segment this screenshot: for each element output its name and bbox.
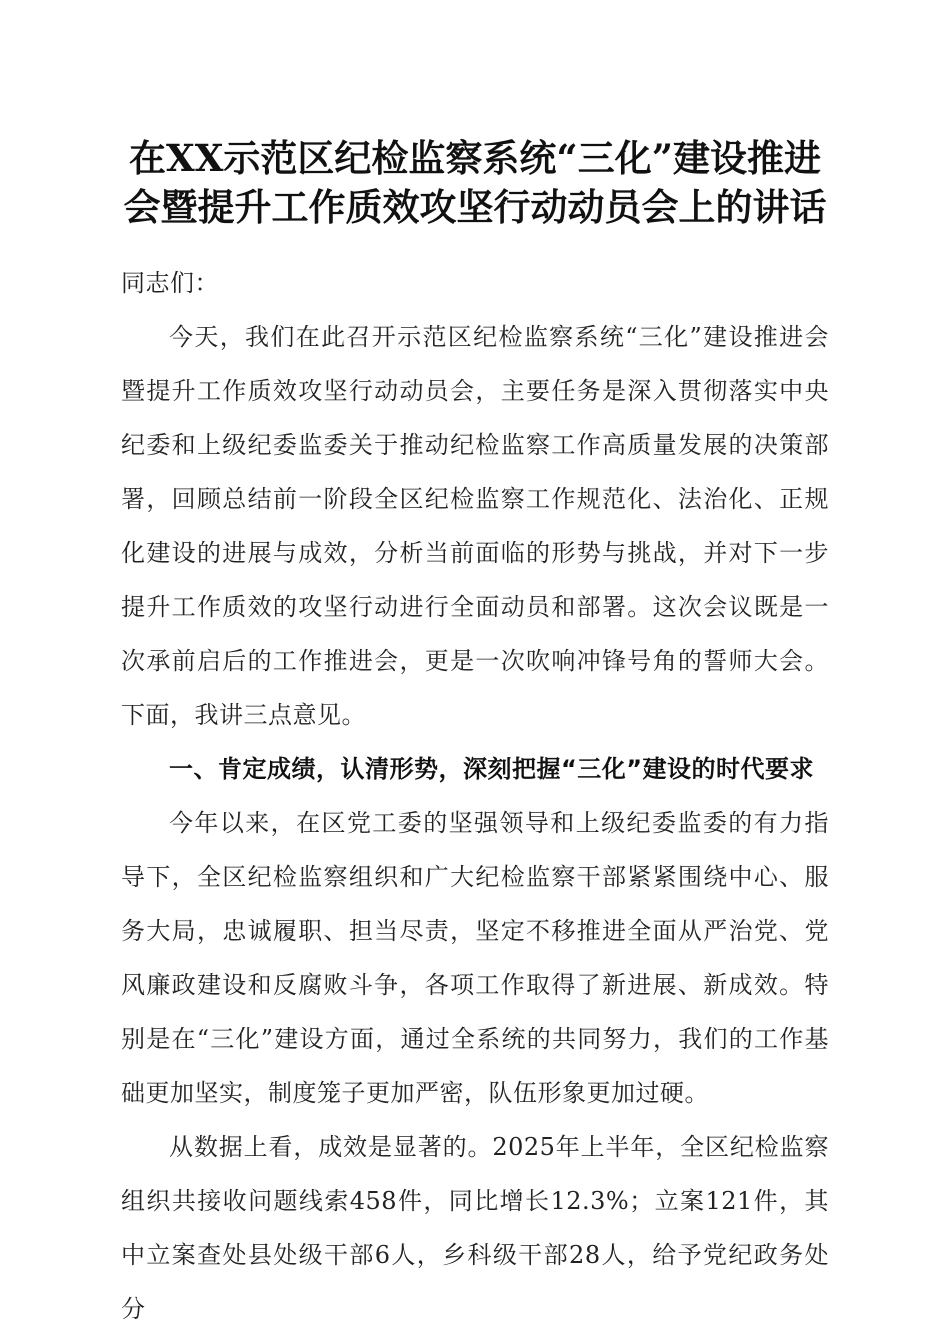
paragraph-statistics: 从数据上看，成效是显著的。2025年上半年，全区纪检监察组织共接收问题线索458件，同比增长12.3%；立案121件，其中立案查处县处级干部6人，乡科级干部28人，给予党纪政务处分 [121, 1133, 829, 1323]
title-line-2: 会暨提升工作质效攻坚行动动员会上的讲话 [123, 185, 827, 229]
section-heading: 一、肯定成绩，认清形势，深刻把握“三化”建设的时代要求 [169, 755, 815, 783]
document-body [121, 256, 829, 1336]
paragraph-intro: 今天，我们在此召开示范区纪检监察系统“三化”建设推进会暨提升工作质效攻坚行动动员会，主要任务是深入贯彻落实中央纪委和上级纪委监委关于推动纪检监察工作高质量发展的决策部署，回顾总结前一阶段全区纪检监察工作规范化、法治化、正规化建设的进展与成效，分析当前面临的形势与挑战，并对下一步提升工作质效的攻坚行动进行全面动员和部署。这次会议既是一次承前启后的工作推进会，更是一次吹响冲锋号角的誓师大会。下面，我讲三点意见。 [121, 323, 829, 729]
title-line-1: 在XX示范区纪检监察系统“三化”建设推进 [129, 136, 821, 180]
salutation: 同志们： [121, 269, 219, 297]
paragraph-achievements: 今年以来，在区党工委的坚强领导和上级纪委监委的有力指导下，全区纪检监察组织和广大纪检监察干部紧紧围绕中心、服务大局，忠诚履职、担当尽责，坚定不移推进全面从严治党、党风廉政建设和反腐败斗争，各项工作取得了新进展、新成效。特别是在“三化”建设方面，通过全系统的共同努力，我们的工作基础更加坚实，制度笼子更加严密，队伍形象更加过硬。 [121, 809, 829, 1107]
document-title [100, 134, 850, 232]
